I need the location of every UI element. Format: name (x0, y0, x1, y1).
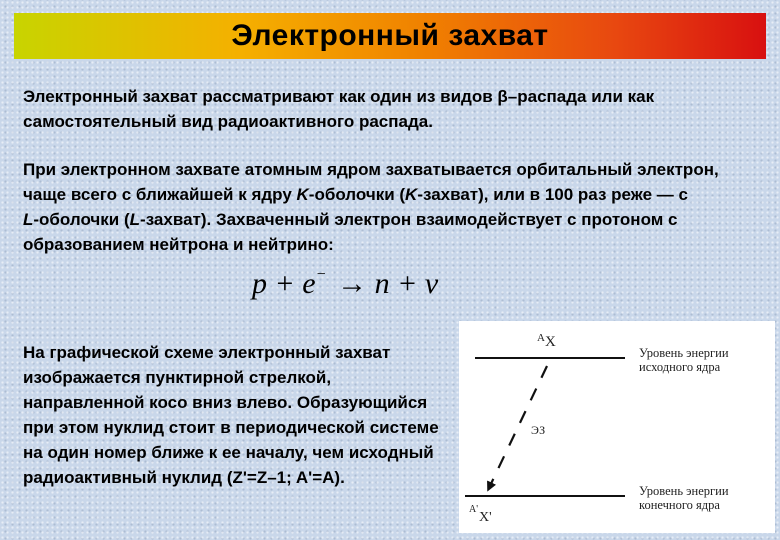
decay-diagram-svg (459, 321, 775, 533)
text-segment: ‑захват), или в 100 раз реже — с (417, 185, 688, 204)
text-segment: ‑оболочки ( (308, 185, 406, 204)
electron-charge: − (316, 266, 326, 283)
top-nuclide-symbol: X (545, 334, 556, 350)
neutron-symbol: n (374, 267, 390, 300)
electron-symbol: e (302, 267, 316, 300)
bottom-level-label-line2: конечного ядра (639, 498, 720, 512)
bottom-nuclide-mass: A' (469, 504, 479, 515)
text-segment: ‑оболочки ( (33, 210, 130, 229)
paragraph-diagram-explanation: На графической схеме электронный захват изображается пунктирной стрелкой, направленной косо вниз влево. Образующийся при этом нуклид стоит в периодической системе на один номер ближе к ее началу, чем исходный радиоактивный нуклид (Z'=Z–1; A'=A). (23, 343, 439, 487)
neutrino-symbol: ν (424, 267, 439, 300)
top-nuclide-mass: A (537, 332, 545, 344)
k-shell-symbol: K (405, 185, 418, 204)
reaction-formula (252, 266, 438, 301)
l-shell-symbol: L (129, 210, 141, 229)
top-level-label-line2: исходного ядра (639, 360, 721, 374)
bottom-nuclide-symbol: X' (479, 510, 492, 525)
decay-diagram (459, 321, 775, 533)
l-shell-symbol: L (23, 210, 34, 229)
k-shell-symbol: K (296, 185, 309, 204)
title-bar (14, 13, 766, 59)
bottom-level-label-line1: Уровень энергии (639, 484, 729, 498)
top-level-label-line1: Уровень энергии (639, 346, 729, 360)
text-segment: При электронном захвате атомным ядром захватывается орбитальный электрон, чаще всего с ближайшей к ядру (23, 160, 719, 204)
plus-sign: + (389, 267, 425, 300)
text-segment: ‑захват). Захваченный электрон взаимодействует с протоном с образованием нейтрона и нейтрино: (23, 210, 678, 254)
paragraph-capture (23, 157, 763, 257)
proton-symbol: p (252, 267, 267, 300)
plus-sign: + (267, 267, 303, 300)
process-label: ЭЗ (531, 423, 546, 437)
arrow-sign: → (329, 267, 375, 300)
paragraph-intro: Электронный захват рассматривают как один из видов β–распада или как самостоятельный вид радиоактивного распада. (23, 87, 655, 131)
page-title: Электронный захват (231, 19, 549, 52)
